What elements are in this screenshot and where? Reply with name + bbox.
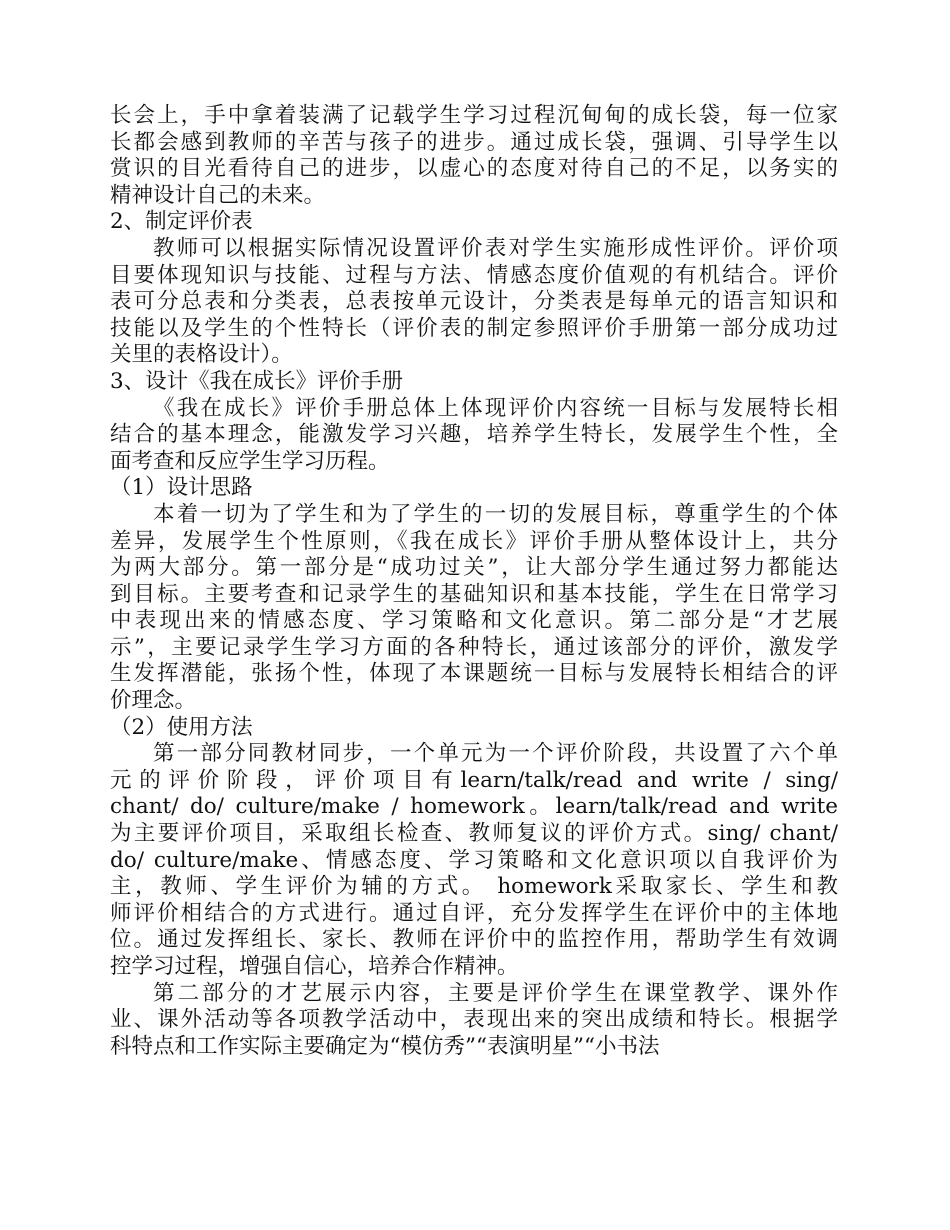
text-line: 结合的基本理念，能激发学习兴趣，培养学生特长，发展学生个性，全 [110, 422, 838, 448]
text-line: 《我在成长》评价手册总体上体现评价内容统一目标与发展特长相 [153, 395, 838, 421]
text-line: 业、课外活动等各项教学活动中，表现出来的突出成绩和特长。根据学 [110, 1007, 838, 1033]
text-line: 科特点和工作实际主要确定为“模仿秀”“表演明星”“小书法 [110, 1033, 660, 1059]
text-line: do/ culture/make、情感态度、学习策略和文化意识项以自我评价为 [110, 847, 838, 873]
text-line: 差异，发展学生个性原则，《我在成长》评价手册从整体设计上，共分 [110, 528, 838, 554]
text-line: 长都会感到教师的辛苦与孩子的进步。通过成长袋，强调、引导学生以 [110, 129, 838, 155]
document-page [110, 103, 838, 1060]
text-line: 价理念。 [110, 688, 197, 714]
text-line: 为两大部分。第一部分是“成功过关”，让大部分学生通过努力都能达 [110, 555, 838, 581]
text-line: 位。通过发挥组长、家长、教师在评价中的监控作用，帮助学生有效调 [110, 927, 838, 953]
text-line: 3、设计《我在成长》评价手册 [110, 368, 404, 394]
text-line: 关里的表格设计）。 [110, 342, 293, 368]
text-line: 表可分总表和分类表，总表按单元设计，分类表是每单元的语言知识和 [110, 289, 838, 315]
text-line: （2）使用方法 [110, 714, 253, 740]
text-line: 控学习过程，增强自信心，培养合作精神。 [110, 954, 519, 979]
text-line: 中表现出来的情感态度、学习策略和文化意识。第二部分是“才艺展 [110, 608, 838, 634]
text-line: 师评价相结合的方式进行。通过自评，充分发挥学生在评价中的主体地 [110, 900, 838, 926]
text-line: 生发挥潜能，张扬个性，体现了本课题统一目标与发展特长相结合的评 [110, 661, 838, 687]
text-line: 技能以及学生的个性特长（评价表的制定参照评价手册第一部分成功过 [110, 315, 838, 341]
text-line: 本着一切为了学生和为了学生的一切的发展目标，尊重学生的个体 [153, 501, 838, 527]
text-line: 到目标。主要考查和记录学生的基础知识和基本技能，学生在日常学习 [110, 581, 838, 607]
text-line: 精神设计自己的未来。 [110, 182, 326, 208]
text-line: 元的评价阶段，评价项目有learn/talk/read and write / sing/ [110, 767, 838, 793]
text-line: 教师可以根据实际情况设置评价表对学生实施形成性评价。评价项 [153, 235, 838, 261]
text-line: 2、制定评价表 [110, 209, 253, 235]
text-line: 长会上，手中拿着装满了记载学生学习过程沉甸甸的成长袋，每一位家 [110, 103, 838, 128]
text-line: 主，教师、学生评价为辅的方式。 homework采取家长、学生和教 [110, 874, 838, 900]
text-line: 目要体现知识与技能、过程与方法、情感态度价值观的有机结合。评价 [110, 262, 838, 288]
text-line: 第二部分的才艺展示内容，主要是评价学生在课堂教学、课外作 [153, 980, 838, 1006]
text-line: 示”，主要记录学生学习方面的各种特长，通过该部分的评价，激发学 [110, 634, 838, 660]
text-line: （1）设计思路 [110, 475, 253, 501]
text-line: 面考查和反应学生学习历程。 [110, 448, 390, 474]
text-line: 赏识的目光看待自己的进步，以虚心的态度对待自己的不足，以务实的 [110, 156, 838, 182]
text-line: 第一部分同教材同步，一个单元为一个评价阶段，共设置了六个单 [153, 741, 838, 767]
text-line: chant/ do/ culture/make / homework。learn/talk/read and write [110, 794, 838, 820]
text-line: 为主要评价项目，采取组长检查、教师复议的评价方式。sing/ chant/ [110, 821, 838, 847]
